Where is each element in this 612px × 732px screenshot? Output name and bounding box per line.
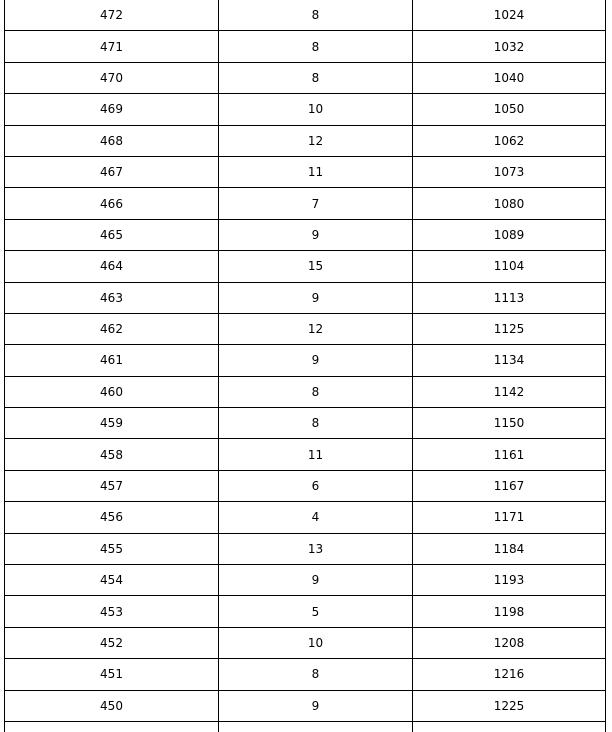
table-row [5, 31, 606, 62]
count-cell: 10 [219, 94, 413, 125]
count-cell: 9 [219, 690, 413, 721]
count-cell: 9 [219, 282, 413, 313]
table-row [5, 94, 606, 125]
score-cell: 464 [5, 251, 219, 282]
cumulative-cell: 1125 [413, 313, 606, 344]
count-cell: 11 [219, 439, 413, 470]
empty-cell [413, 721, 606, 732]
score-cell: 457 [5, 470, 219, 501]
table-row [5, 188, 606, 219]
table-row [5, 345, 606, 376]
score-cell: 454 [5, 565, 219, 596]
score-cell: 470 [5, 62, 219, 93]
table-row [5, 565, 606, 596]
cumulative-cell: 1089 [413, 219, 606, 250]
count-cell: 8 [219, 408, 413, 439]
cumulative-cell: 1193 [413, 565, 606, 596]
count-cell: 9 [219, 345, 413, 376]
table-row [5, 219, 606, 250]
count-cell: 7 [219, 188, 413, 219]
table-row [5, 502, 606, 533]
table-row [5, 376, 606, 407]
table-row [5, 690, 606, 721]
count-cell: 8 [219, 62, 413, 93]
cumulative-cell: 1171 [413, 502, 606, 533]
score-cell: 450 [5, 690, 219, 721]
score-cell: 461 [5, 345, 219, 376]
cumulative-cell: 1073 [413, 156, 606, 187]
cumulative-cell: 1198 [413, 596, 606, 627]
score-cell: 460 [5, 376, 219, 407]
table-row [5, 62, 606, 93]
table-row [5, 251, 606, 282]
cumulative-cell: 1024 [413, 0, 606, 31]
score-cell: 469 [5, 94, 219, 125]
cumulative-cell: 1080 [413, 188, 606, 219]
score-cell: 465 [5, 219, 219, 250]
count-cell: 8 [219, 0, 413, 31]
cumulative-cell: 1113 [413, 282, 606, 313]
score-distribution-table [4, 0, 606, 732]
count-cell: 8 [219, 31, 413, 62]
count-cell: 9 [219, 219, 413, 250]
cumulative-cell: 1208 [413, 627, 606, 658]
cumulative-cell: 1062 [413, 125, 606, 156]
cumulative-cell: 1032 [413, 31, 606, 62]
score-cell: 458 [5, 439, 219, 470]
cumulative-cell: 1142 [413, 376, 606, 407]
table-row [5, 313, 606, 344]
count-cell: 13 [219, 533, 413, 564]
score-cell: 466 [5, 188, 219, 219]
score-cell: 452 [5, 627, 219, 658]
cumulative-cell: 1150 [413, 408, 606, 439]
score-cell: 471 [5, 31, 219, 62]
score-cell: 472 [5, 0, 219, 31]
cumulative-cell: 1225 [413, 690, 606, 721]
count-cell: 15 [219, 251, 413, 282]
cumulative-cell: 1050 [413, 94, 606, 125]
count-cell: 4 [219, 502, 413, 533]
score-cell: 462 [5, 313, 219, 344]
table-row [5, 156, 606, 187]
count-cell: 12 [219, 125, 413, 156]
cumulative-cell: 1161 [413, 439, 606, 470]
cumulative-cell: 1216 [413, 659, 606, 690]
count-cell: 11 [219, 156, 413, 187]
count-cell: 9 [219, 565, 413, 596]
table-row [5, 533, 606, 564]
count-cell: 8 [219, 376, 413, 407]
score-cell: 455 [5, 533, 219, 564]
count-cell: 10 [219, 627, 413, 658]
score-cell: 459 [5, 408, 219, 439]
cumulative-cell: 1040 [413, 62, 606, 93]
table-row [5, 659, 606, 690]
count-cell: 5 [219, 596, 413, 627]
score-cell: 468 [5, 125, 219, 156]
cumulative-cell: 1104 [413, 251, 606, 282]
empty-cell [5, 721, 219, 732]
table-row-partial [5, 721, 606, 732]
score-cell: 467 [5, 156, 219, 187]
table-row [5, 282, 606, 313]
count-cell: 12 [219, 313, 413, 344]
table-row [5, 627, 606, 658]
score-table-container [4, 0, 605, 732]
count-cell: 6 [219, 470, 413, 501]
score-cell: 463 [5, 282, 219, 313]
table-row [5, 408, 606, 439]
score-cell: 456 [5, 502, 219, 533]
count-cell: 8 [219, 659, 413, 690]
cumulative-cell: 1167 [413, 470, 606, 501]
score-cell: 451 [5, 659, 219, 690]
empty-cell [219, 721, 413, 732]
table-row [5, 125, 606, 156]
cumulative-cell: 1184 [413, 533, 606, 564]
table-body [5, 0, 606, 732]
cumulative-cell: 1134 [413, 345, 606, 376]
table-row [5, 470, 606, 501]
table-row [5, 439, 606, 470]
score-cell: 453 [5, 596, 219, 627]
table-row [5, 596, 606, 627]
table-row [5, 0, 606, 31]
